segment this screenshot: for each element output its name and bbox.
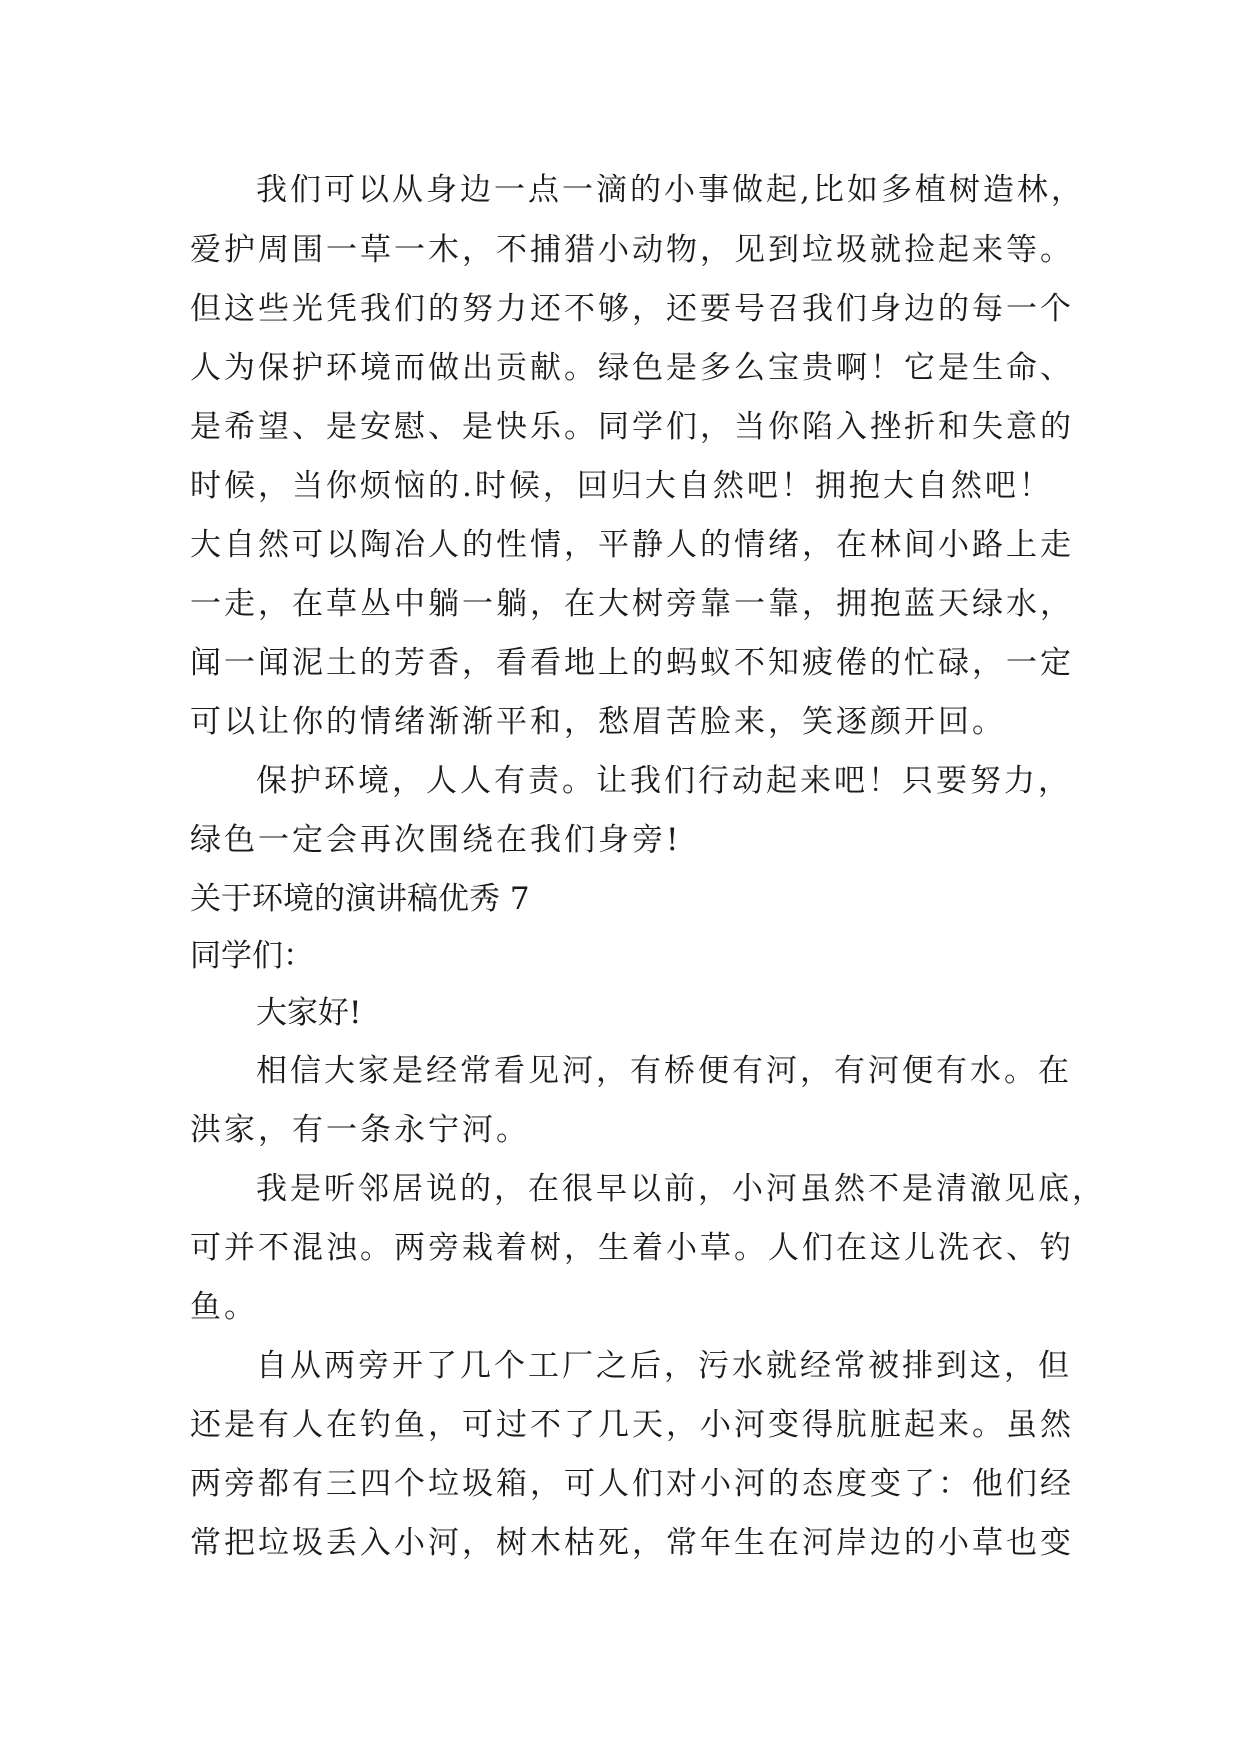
paragraph-line: 闻一闻泥土的芳香，看看地上的蚂蚁不知疲倦的忙碌，一定: [190, 645, 1074, 681]
paragraph-line: 两旁都有三四个垃圾箱，可人们对小河的态度变了：他们经: [190, 1466, 1074, 1502]
paragraph-line: 可以让你的情绪渐渐平和，愁眉苦脸来，笑逐颜开回。: [190, 704, 1006, 740]
paragraph-line: 是希望、是安慰、是快乐。同学们，当你陷入挫折和失意的: [190, 409, 1074, 445]
salutation: 同学们：: [190, 938, 314, 974]
paragraph-line: 但这些光凭我们的努力还不够，还要号召我们身边的每一个: [190, 291, 1074, 327]
paragraph-line: 常把垃圾丢入小河，树木枯死，常年生在河岸边的小草也变: [190, 1525, 1074, 1561]
paragraph-line: 保护环境，人人有责。让我们行动起来吧！只要努力，: [256, 763, 1072, 799]
section-heading: 关于环境的演讲稿优秀 7: [190, 881, 530, 917]
paragraph-line: 我是听邻居说的，在很早以前，小河虽然不是清澈见底，: [256, 1171, 1106, 1207]
paragraph-line: 可并不混浊。两旁栽着树，生着小草。人们在这儿洗衣、钓: [190, 1230, 1074, 1266]
paragraph-line: 鱼。: [190, 1289, 258, 1325]
paragraph-line: 时候，当你烦恼的.时候，回归大自然吧！拥抱大自然吧！: [190, 468, 1053, 504]
paragraph-line: 一走，在草丛中躺一躺，在大树旁靠一靠，拥抱蓝天绿水，: [190, 586, 1074, 622]
paragraph-line: 相信大家是经常看见河，有桥便有河，有河便有水。在: [256, 1053, 1072, 1089]
paragraph-line: 爱护周围一草一木，不捕猎小动物，见到垃圾就捡起来等。: [190, 232, 1074, 268]
paragraph-line: 自从两旁开了几个工厂之后，污水就经常被排到这，但: [256, 1348, 1072, 1384]
paragraph-line: 绿色一定会再次围绕在我们身旁!: [190, 822, 682, 858]
paragraph-line: 还是有人在钓鱼，可过不了几天，小河变得肮脏起来。虽然: [190, 1407, 1074, 1443]
greeting: 大家好!: [256, 995, 362, 1031]
paragraph-line: 洪家，有一条永宁河。: [190, 1112, 530, 1148]
paragraph-line: 我们可以从身边一点一滴的小事做起,比如多植树造林，: [256, 172, 1085, 208]
paragraph-line: 大自然可以陶冶人的性情，平静人的情绪，在林间小路上走: [190, 527, 1074, 563]
paragraph-line: 人为保护环境而做出贡献。绿色是多么宝贵啊！它是生命、: [190, 350, 1074, 386]
